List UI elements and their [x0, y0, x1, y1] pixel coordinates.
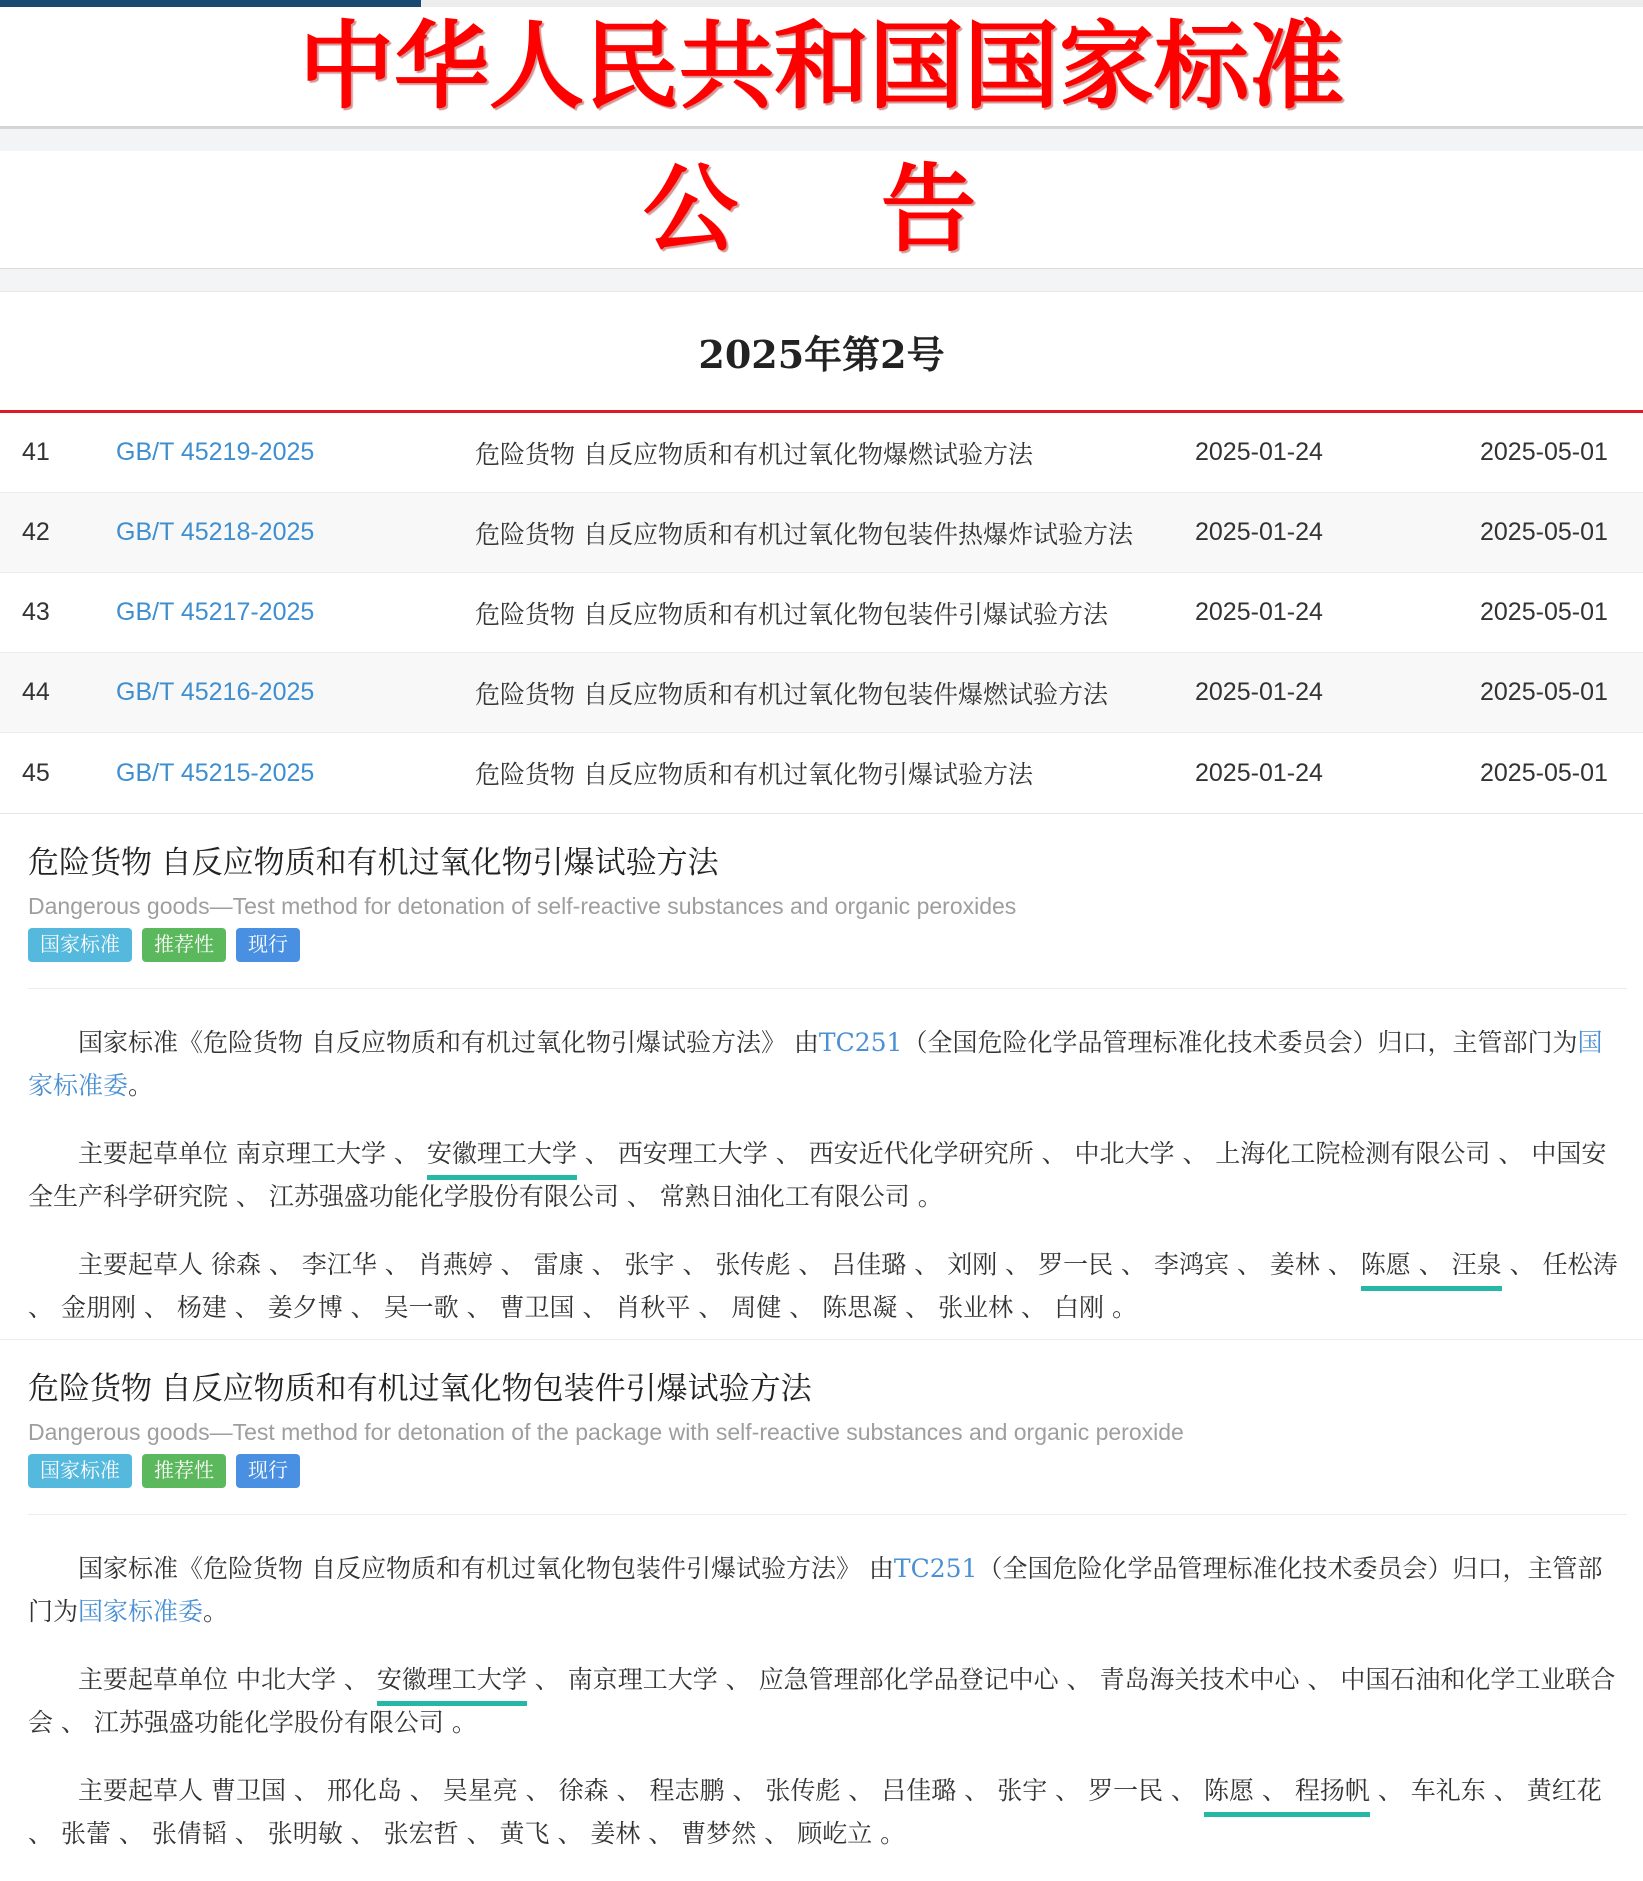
table-row: [0, 653, 1643, 733]
table-row: [0, 733, 1643, 813]
section-divider: [0, 1339, 1643, 1340]
masthead-announcement: [0, 151, 1643, 268]
standard-detail-sections: [0, 844, 1643, 1855]
section-header-divider: [28, 1514, 1627, 1515]
badge-recommended: 推荐性: [142, 1454, 226, 1488]
row-number-cell: 43: [22, 598, 50, 626]
inline-link[interactable]: TC251: [818, 1028, 903, 1057]
badge-current: 现行: [236, 1454, 300, 1488]
row-number-cell: 45: [22, 758, 50, 787]
table-row: [0, 573, 1643, 653]
section-header-divider: [28, 988, 1627, 989]
implement-date-cell: 2025-05-01: [1480, 678, 1608, 706]
text-segment: 、 车礼东 、 黄红花 、 张蕾 、 张倩韬 、 张明敏 、 张宏哲 、 黄飞 、 姜林 、 曹梦然 、 顾屹立 。: [28, 1776, 1602, 1848]
text-segment: 主要起草人 曹卫国 、 邢化岛 、 吴星亮 、 徐森 、 程志鹏 、 张传彪 、 吕佳璐 、 张宇 、 罗一民 、: [78, 1776, 1204, 1805]
implement-date-cell: 2025-05-01: [1480, 518, 1608, 546]
standard-title-cell: 危险货物 自反应物质和有机过氧化物包装件热爆炸试验方法: [475, 519, 1133, 549]
standard-title-cell: 危险货物 自反应物质和有机过氧化物包装件爆燃试验方法: [475, 679, 1108, 709]
publish-date-cell: 2025-01-24: [1195, 518, 1323, 546]
drafting-units-paragraph: [28, 1132, 1627, 1218]
section-standard-detail-1: [28, 844, 1627, 1329]
row-number-cell: 42: [22, 518, 50, 546]
row-number-cell: 41: [22, 438, 50, 466]
text-segment: （全国危险化学品管理标准化技术委员会）归口，主管部门为: [902, 1028, 1578, 1057]
scope-paragraph: [28, 1547, 1627, 1633]
text-segment: （全国危险化学品管理标准化技术委员会）归口，主管部门为: [28, 1554, 1603, 1626]
text-segment: 国家标准《危险货物 自反应物质和有机过氧化物包装件引爆试验方法》 由: [78, 1554, 894, 1583]
inline-link[interactable]: TC251: [893, 1554, 978, 1583]
drafting-units-paragraph: [28, 1658, 1627, 1744]
badge-recommended: 推荐性: [142, 928, 226, 962]
table-row: [0, 493, 1643, 573]
publish-date-cell: 2025-01-24: [1195, 678, 1323, 706]
publish-date-cell: 2025-01-24: [1195, 438, 1323, 466]
drafters-paragraph: [28, 1243, 1627, 1329]
teal-underlined-text: 安徽理工大学: [427, 1139, 577, 1180]
text-segment: 。: [203, 1597, 229, 1626]
standards-table: [0, 413, 1643, 814]
text-segment: 。: [128, 1071, 154, 1100]
divider-band-2: [0, 268, 1643, 292]
section-standard-detail-2: [28, 1370, 1627, 1855]
publish-date-cell: 2025-01-24: [1195, 598, 1323, 626]
text-segment: 、 西安理工大学 、 西安近代化学研究所 、 中北大学 、 上海化工院检测有限公司 、 中国安全生产科学研究院 、 江苏强盛功能化学股份有限公司 、 常熟日油化工有限公司 。: [28, 1139, 1607, 1211]
top-strip-track: [421, 0, 1643, 7]
text-segment: 主要起草单位 南京理工大学 、: [78, 1139, 427, 1168]
teal-underlined-text: 陈愿 、 汪泉: [1361, 1250, 1502, 1291]
badge-national-standard: 国家标准: [28, 928, 132, 962]
text-segment: 、 任松涛 、 金朋刚 、 杨建 、 姜夕博 、 吴一歌 、 曹卫国 、 肖秋平 、 周健 、 陈思凝 、 张业林 、 白刚 。: [28, 1250, 1618, 1322]
teal-underlined-text: 安徽理工大学: [377, 1665, 527, 1706]
text-segment: 主要起草人 徐森 、 李江华 、 肖燕婷 、 雷康 、 张宇 、 张传彪 、 吕佳璐 、 刘刚 、 罗一民 、 李鸿宾 、 姜林 、: [78, 1250, 1361, 1279]
standard-code-link[interactable]: GB/T 45216-2025: [116, 678, 315, 706]
top-progress-bar: [0, 0, 421, 7]
standard-title-cell: 危险货物 自反应物质和有机过氧化物爆燃试验方法: [475, 439, 1033, 469]
text-segment: 、 南京理工大学 、 应急管理部化学品登记中心 、 青岛海关技术中心 、 中国石油和化学工业联合会 、 江苏强盛功能化学股份有限公司 。: [28, 1665, 1616, 1737]
section-subtitle-en: Dangerous goods—Test method for detonation of the package with self-reactive substances and organic peroxide: [28, 1419, 1184, 1445]
row-number-cell: 44: [22, 678, 50, 706]
standard-code-link[interactable]: GB/T 45218-2025: [116, 518, 315, 546]
status-badges: [28, 1454, 1627, 1488]
implement-date-cell: 2025-05-01: [1480, 598, 1608, 626]
text-segment: 国家标准《危险货物 自反应物质和有机过氧化物引爆试验方法》 由: [78, 1028, 819, 1057]
text-segment: 主要起草单位 中北大学 、: [78, 1665, 377, 1694]
issue-number-row: [0, 292, 1643, 410]
scope-paragraph: [28, 1021, 1627, 1107]
status-badges: [28, 928, 1627, 962]
divider-band-1: [0, 126, 1643, 151]
top-strip: [0, 0, 1643, 7]
table-row: [0, 413, 1643, 493]
issue-number: 2025年第2号: [698, 331, 945, 377]
national-standard-title: 中华人民共和国国家标准: [298, 11, 1344, 122]
badge-current: 现行: [236, 928, 300, 962]
drafters-paragraph: [28, 1769, 1627, 1855]
implement-date-cell: 2025-05-01: [1480, 438, 1608, 466]
standard-title-cell: 危险货物 自反应物质和有机过氧化物包装件引爆试验方法: [475, 599, 1108, 629]
inline-link[interactable]: 国家标准委: [78, 1597, 204, 1626]
section-title: 危险货物 自反应物质和有机过氧化物包装件引爆试验方法: [28, 1371, 812, 1406]
publish-date-cell: 2025-01-24: [1195, 758, 1323, 787]
masthead-national-standard: [0, 7, 1643, 126]
badge-national-standard: 国家标准: [28, 1454, 132, 1488]
standard-code-link[interactable]: GB/T 45215-2025: [116, 758, 315, 787]
inline-link[interactable]: 国家标准委: [28, 1028, 1603, 1100]
standard-title-cell: 危险货物 自反应物质和有机过氧化物引爆试验方法: [475, 760, 1033, 789]
teal-underlined-text: 陈愿 、 程扬帆: [1204, 1776, 1370, 1817]
announcement-title: 公 告: [642, 154, 1000, 265]
section-title: 危险货物 自反应物质和有机过氧化物引爆试验方法: [28, 845, 719, 880]
implement-date-cell: 2025-05-01: [1480, 758, 1608, 787]
standard-code-link[interactable]: GB/T 45217-2025: [116, 598, 315, 626]
section-subtitle-en: Dangerous goods—Test method for detonation of self-reactive substances and organic peroxides: [28, 893, 1017, 919]
standard-code-link[interactable]: GB/T 45219-2025: [116, 438, 315, 466]
